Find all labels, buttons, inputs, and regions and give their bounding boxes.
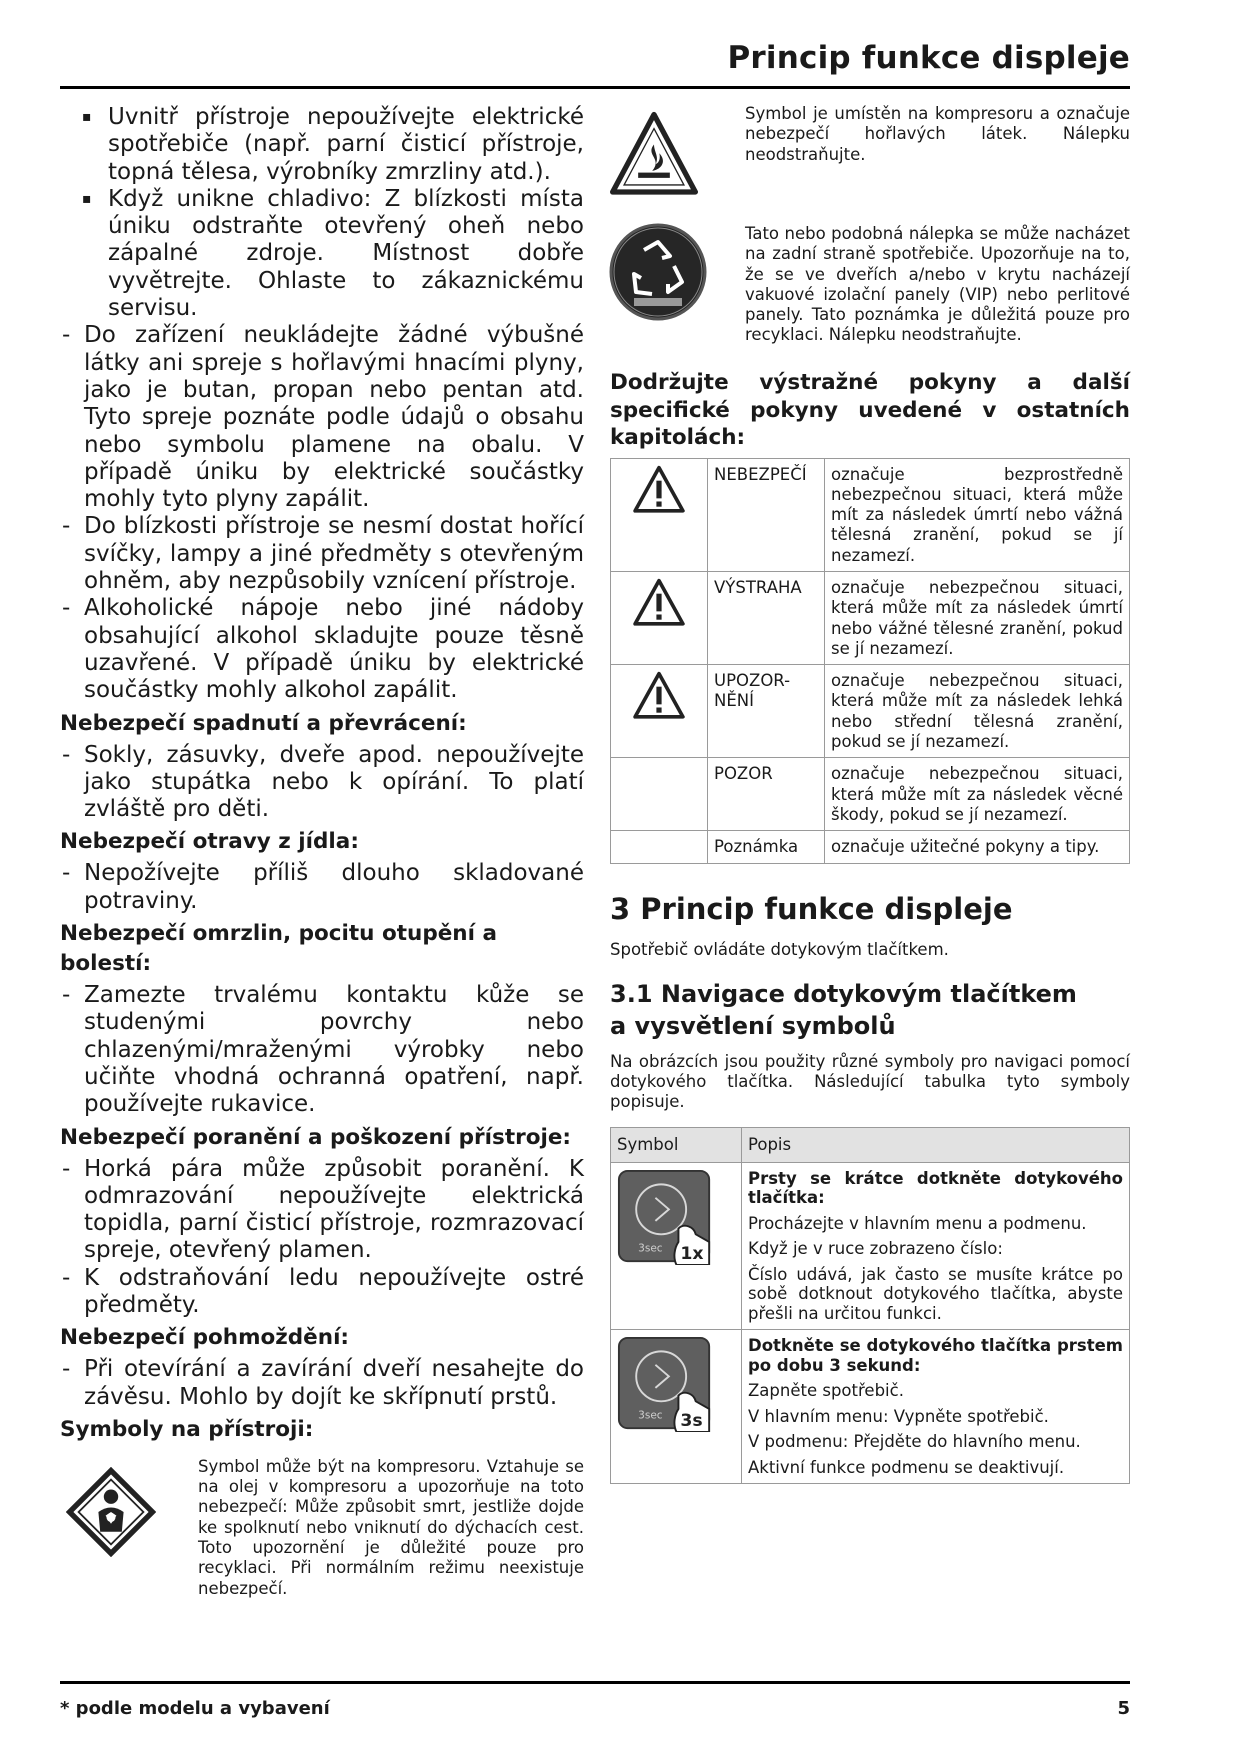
- hazard-symbol-row: [60, 1457, 584, 1627]
- section-heading: Nebezpečí poranění a poškození přístroje:: [60, 1124, 572, 1150]
- section-heading: Nebezpečí omrzlin, pocitu otupění a bolestí:: [60, 921, 497, 977]
- short-touch-icon: [617, 1169, 713, 1265]
- touch-symbol-cell: [611, 1330, 742, 1484]
- warning-triangle-icon: [633, 671, 685, 719]
- warnings-table: [610, 458, 1130, 864]
- warning-desc: označuje nebezpečnou situaci, která může mít za následek věcné škody, pokud se jí nezamezí.: [825, 758, 1130, 831]
- touch-title: Dotkněte se dotykového tlačítka prstem po dobu 3 sekund:: [748, 1336, 1123, 1375]
- touch-title: Prsty se krátce dotkněte dotykového tlačítka:: [748, 1168, 1123, 1208]
- page-number: 5: [1117, 1698, 1130, 1719]
- subsection-intro: Na obrázcích jsou použity různé symboly pro navigaci pomocí dotykového tlačítka. Následující tabulka tyto symboly popisuje.: [610, 1051, 1130, 1112]
- subsection-title-line-2: a vysvětlení symbolů: [610, 1011, 896, 1040]
- section-list: [60, 1156, 584, 1320]
- section-heading: Nebezpečí otravy z jídla:: [60, 829, 359, 855]
- safety-list-top: [60, 104, 584, 705]
- page-title: Princip funkce displeje: [727, 40, 1130, 76]
- recycle-sticker-icon: [608, 222, 708, 322]
- recycle-sticker-row: [610, 224, 1130, 369]
- list-item: - Horká pára může způsobit poranění. K odmrazování nepoužívejte elektrická topidla, parní čisticí přístroje, rozmrazovací spreje, otevřený plamen.: [60, 1156, 584, 1265]
- table-row: [611, 571, 1130, 664]
- table-row: [611, 758, 1130, 831]
- recycle-sticker-text: Tato nebo podobná nálepka se může nacházet na zadní straně spotřebiče. Upozorňuje na to, že se ve dveřích a/nebo v krytu nacházejí vakuové izolační panely (VIP) nebo perlitové panely. Tato poznámka je důležitá pouze pro recyklaci. Nálepku neodstraňujte.: [745, 224, 1130, 345]
- section-heading: Nebezpečí pohmoždění:: [60, 1325, 350, 1351]
- touch-description-cell: [742, 1330, 1130, 1484]
- touch-line: Aktivní funkce podmenu se deaktivují.: [748, 1457, 1065, 1477]
- page-header: [60, 36, 1130, 89]
- section-heading: Nebezpečí spadnutí a převrácení:: [60, 710, 467, 736]
- touch-line: V hlavním menu: Vypněte spotřebič.: [748, 1406, 1049, 1426]
- list-item: - Alkoholické nápoje nebo jiné nádoby obsahující alkohol skladujte pouze těsně uzavřené. V případě úniku by elektrické součástky mohly alkohol zapálit.: [60, 595, 584, 704]
- list-item: ▪ Když unikne chladivo: Z blízkosti místa úniku odstraňte otevřený oheň nebo zápalné zdroje. Místnost dobře vyvětrejte. Ohlaste to zákaznickému servisu.: [60, 186, 584, 322]
- section-list: [60, 1356, 584, 1411]
- list-item: - Při otevírání a zavírání dveří nesahejte do závěsu. Mohlo by dojít ke skřípnutí prstů.: [60, 1356, 584, 1411]
- list-item: - Nepožívejte příliš dlouho skladované potraviny.: [60, 860, 584, 915]
- section-intro: Spotřebič ovládáte dotykovým tlačítkem.: [610, 939, 949, 959]
- flammable-warning-icon: [610, 110, 698, 200]
- table-header-row: [611, 1127, 1130, 1162]
- touch-line: Když je v ruce zobrazeno číslo:: [748, 1239, 1003, 1259]
- section-list: [60, 860, 584, 915]
- warning-desc: označuje nebezpečnou situaci, která může mít za následek úmrtí nebo vážné tělesné zranění, pokud se jí nezamezí.: [825, 571, 1130, 664]
- list-item: - Do blízkosti přístroje se nesmí dostat hořící svíčky, lampy a jiné předměty s otevřeným ohněm, aby nezpůsobily vznícení přístroje.: [60, 513, 584, 595]
- warning-label: VÝSTRAHA: [708, 571, 825, 664]
- subsection-title: [610, 978, 1130, 1042]
- table-row: [611, 1330, 1130, 1484]
- warnings-intro: Dodržujte výstražné pokyny a další specifické pokyny uvedené v ostatních kapitolách:: [610, 370, 1130, 450]
- table-row: [611, 665, 1130, 758]
- section-list: [60, 742, 584, 824]
- footer-note: * podle modelu a vybavení: [60, 1698, 330, 1719]
- touch-symbol-cell: [611, 1162, 742, 1330]
- long-touch-icon: [617, 1336, 713, 1432]
- table-row: [611, 1162, 1130, 1330]
- warning-desc: označuje užitečné pokyny a tipy.: [825, 831, 1130, 863]
- warning-triangle-icon: [633, 465, 685, 513]
- navigation-table: [610, 1127, 1130, 1485]
- column-header-description: Popis: [742, 1127, 1130, 1162]
- flammable-symbol-text: Symbol je umístěn na kompresoru a označuje nebezpečí hořlavých látek. Nálepku neodstraňujte.: [745, 104, 1130, 164]
- hold-time-hint: 3sec: [638, 1242, 663, 1255]
- touch-line: Zapněte spotřebič.: [748, 1381, 904, 1401]
- list-item: - K odstraňování ledu nepoužívejte ostré předměty.: [60, 1265, 584, 1320]
- touch-line: Procházejte v hlavním menu a podmenu.: [748, 1213, 1087, 1233]
- warning-desc: označuje bezprostředně nebezpečnou situaci, která může mít za následek úmrtí nebo vážná tělesná zranění, pokud se jí nezamezí.: [825, 458, 1130, 571]
- symbols-heading: Symboly na přístroji:: [60, 1416, 314, 1442]
- warning-icon-cell: [611, 458, 708, 571]
- warning-label: UPOZOR-NĚNÍ: [708, 665, 825, 758]
- right-column: [610, 104, 1130, 1484]
- subsection-title-line-1: 3.1 Navigace dotykovým tlačítkem: [610, 979, 1077, 1008]
- warning-icon-cell: [611, 665, 708, 758]
- warning-label: POZOR: [708, 758, 825, 831]
- left-column: [60, 104, 584, 1627]
- warning-label: NEBEZPEČÍ: [708, 458, 825, 571]
- list-item: ▪ Uvnitř přístroje nepoužívejte elektrické spotřebiče (např. parní čisticí přístroje, topná tělesa, výrobníky zmrzliny atd.).: [60, 104, 584, 186]
- touch-line: Číslo udává, jak často se musíte krátce po sobě dotknout dotykového tlačítka, abyste přešli na určitou funkci.: [748, 1264, 1123, 1323]
- page-footer: [60, 1681, 1130, 1719]
- warning-desc: označuje nebezpečnou situaci, která může mít za následek lehká nebo střední tělesná zranění, pokud se jí nezamezí.: [825, 665, 1130, 758]
- list-item: - Do zařízení neukládejte žádné výbušné látky ani spreje s hořlavými hnacími plyny, jako je butan, propan nebo pentan atd. Tyto spreje poznáte podle údajů o obsahu nebo symbolu plamene na obalu. V případě úniku by elektrické součástky mohly tyto plyny zapálit.: [60, 322, 584, 513]
- warning-triangle-icon: [633, 578, 685, 626]
- hold-time-hint: 3sec: [638, 1409, 663, 1422]
- hazard-symbol-text: Symbol může být na kompresoru. Vztahuje se na olej v kompresoru a upozorňuje na toto nebezpečí: Může způsobit smrt, jestliže dojde ke spolknutí nebo vniknutí do dýchacích cest. Toto upozornění je důležité pouze pro recyklaci. Při normálním režimu neexistuje nebezpečí.: [198, 1456, 584, 1598]
- section-list: [60, 982, 584, 1118]
- warning-icon-cell: [611, 571, 708, 664]
- column-header-symbol: Symbol: [611, 1127, 742, 1162]
- touch-description-cell: [742, 1162, 1130, 1330]
- hold-duration-badge: 3s: [680, 1411, 703, 1432]
- touch-line: V podmenu: Přejděte do hlavního menu.: [748, 1432, 1081, 1452]
- warning-label: Poznámka: [708, 831, 825, 863]
- empty-icon-cell: [611, 831, 708, 863]
- section-title: 3 Princip funkce displeje: [610, 891, 1013, 926]
- list-item: - Sokly, zásuvky, dveře apod. nepoužívejte jako stupátka nebo k opírání. To platí zvláště pro děti.: [60, 742, 584, 824]
- tap-count-badge: 1x: [680, 1243, 704, 1264]
- table-row: [611, 458, 1130, 571]
- flammable-symbol-row: [610, 104, 1130, 224]
- list-item: - Zamezte trvalému kontaktu kůže se studenými povrchy nebo chlazenými/mraženými výrobky nebo učiňte vhodná ochranná opatření, např. používejte rukavice.: [60, 982, 584, 1118]
- health-hazard-icon: [66, 1467, 156, 1557]
- empty-icon-cell: [611, 758, 708, 831]
- table-row: [611, 831, 1130, 863]
